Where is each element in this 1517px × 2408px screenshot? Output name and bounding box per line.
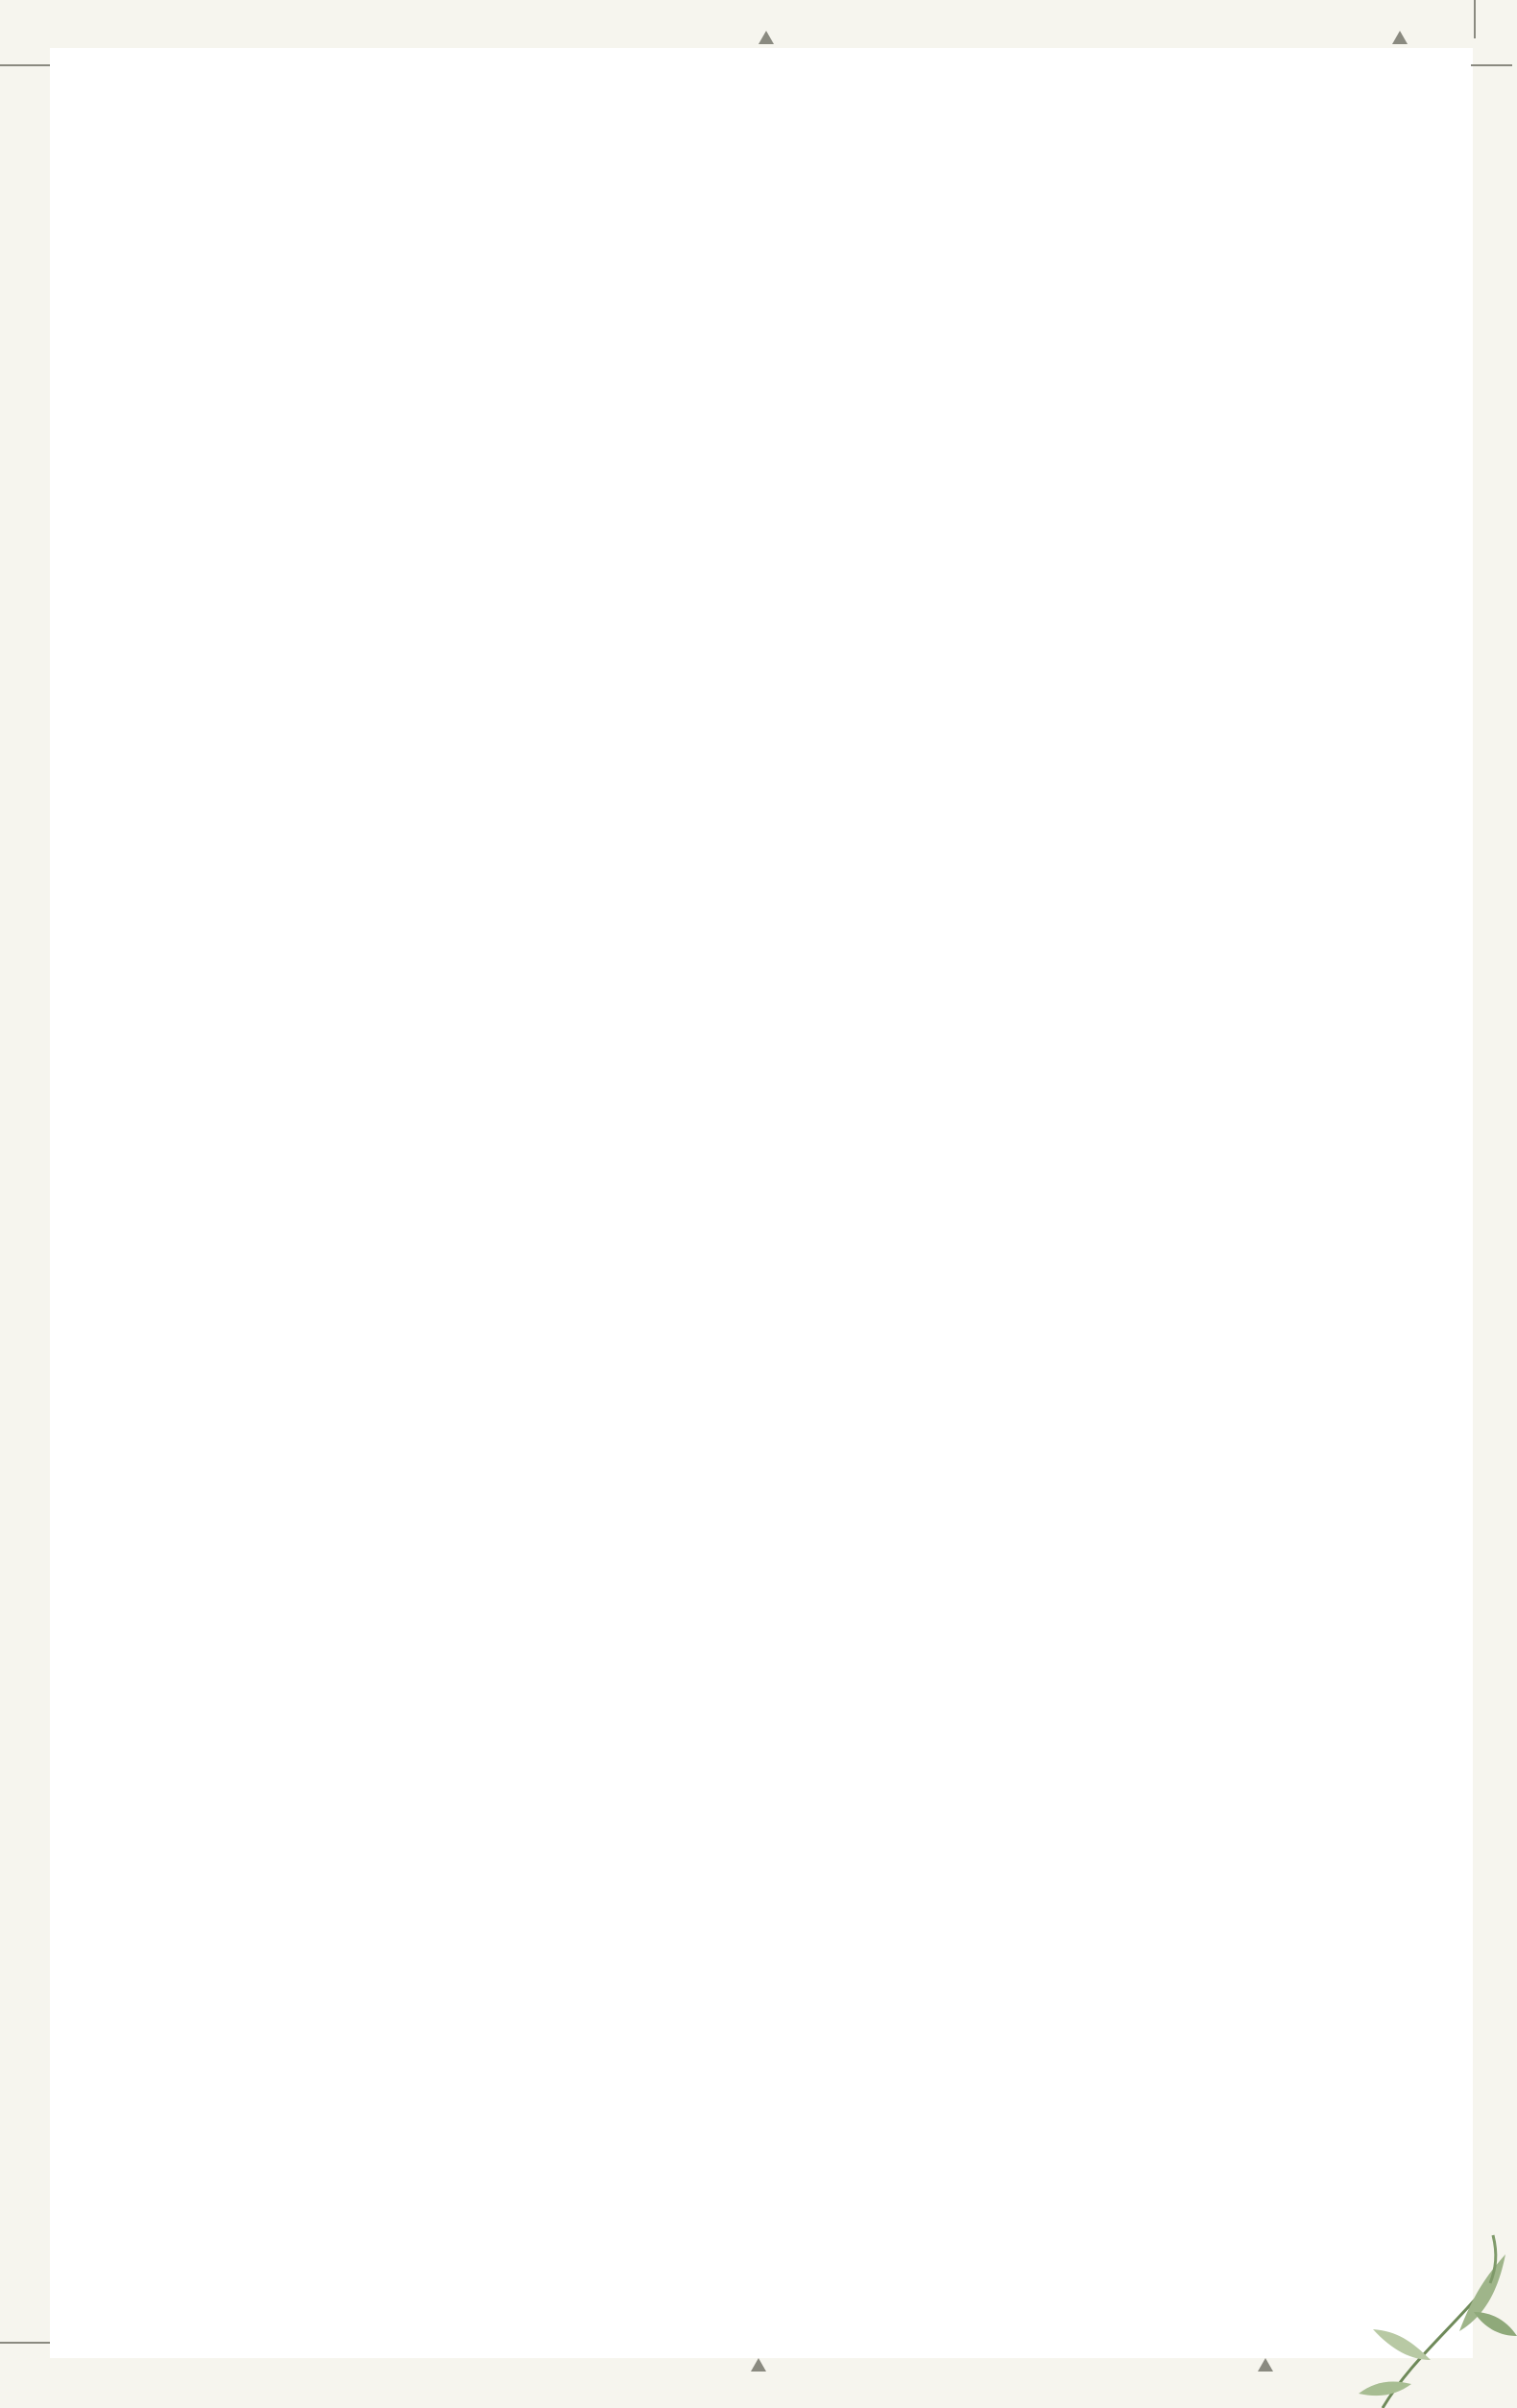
leaf-decoration-icon — [1267, 2216, 1517, 2408]
triangle-marker-icon — [758, 31, 774, 44]
triangle-marker-icon — [1392, 31, 1408, 44]
triangle-marker-icon — [751, 2358, 766, 2372]
